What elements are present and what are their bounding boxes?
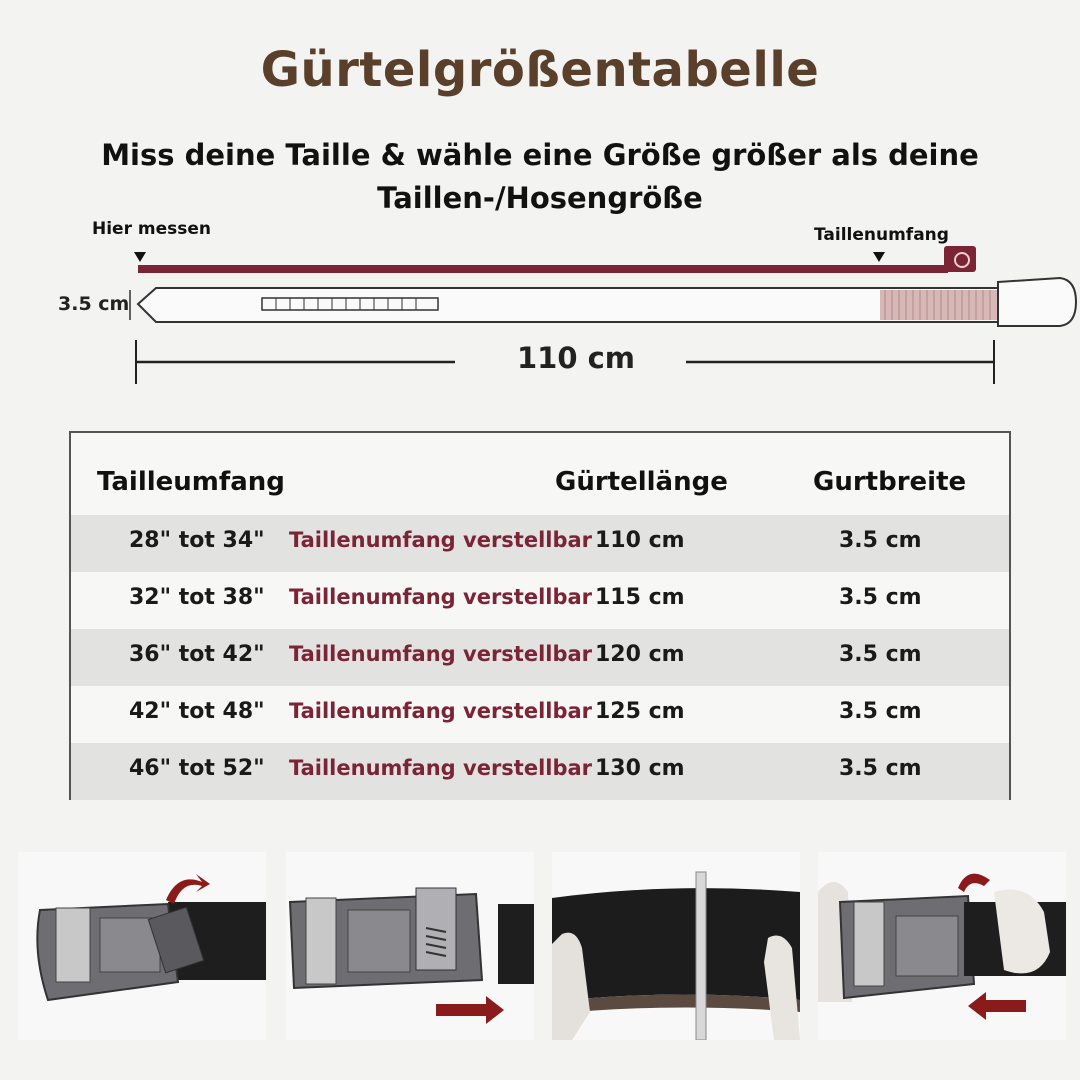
page-subtitle: Miss deine Taille & wähle eine Größe größer als deine Taillen-/Hosengröße <box>101 138 979 215</box>
width-cell: 3.5 cm <box>839 642 922 667</box>
width-cell: 3.5 cm <box>839 699 922 724</box>
waist-cell: 42" tot 48" <box>129 699 265 724</box>
width-cell: 3.5 cm <box>839 585 922 610</box>
measure-start-marker <box>134 252 146 262</box>
waist-cell: 46" tot 52" <box>129 756 265 781</box>
size-table <box>69 431 1011 800</box>
waist-cell: 32" tot 38" <box>129 585 265 610</box>
table-row <box>71 629 1009 686</box>
belt-texture <box>880 290 998 320</box>
curved-arrow-icon <box>958 874 990 892</box>
waist-label: Taillenumfang <box>814 225 949 245</box>
note-cell: Taillenumfang verstellbar <box>289 756 593 780</box>
photo-open-buckle <box>18 852 266 1040</box>
belt-diagram <box>0 212 1080 402</box>
instruction-photos <box>0 852 1080 1042</box>
note-cell: Taillenumfang verstellbar <box>289 585 593 609</box>
table-row <box>71 686 1009 743</box>
note-cell: Taillenumfang verstellbar <box>289 642 593 666</box>
table-row <box>71 572 1009 629</box>
length-cell: 115 cm <box>595 585 685 610</box>
table-row <box>71 743 1009 800</box>
page-title: Gürtelgrößentabelle <box>260 42 820 98</box>
arrow-left-icon <box>968 992 1026 1020</box>
belt-strap <box>138 288 1000 322</box>
waist-band <box>138 265 948 273</box>
header-belt-length: Gürtellänge <box>555 467 728 497</box>
note-cell: Taillenumfang verstellbar <box>289 699 593 723</box>
buckle-outline <box>998 278 1076 326</box>
length-cell: 130 cm <box>595 756 685 781</box>
band-end <box>944 246 976 272</box>
waist-cell: 28" tot 34" <box>129 528 265 553</box>
waist-marker <box>873 252 885 262</box>
photo-cut-belt <box>552 852 800 1040</box>
length-cell: 110 cm <box>595 528 685 553</box>
measure-here-label: Hier messen <box>92 219 211 239</box>
photo-insert-belt <box>286 852 534 1040</box>
waist-cell: 36" tot 42" <box>129 642 265 667</box>
arrow-right-icon <box>436 996 504 1024</box>
width-cell: 3.5 cm <box>839 756 922 781</box>
length-label: 110 cm <box>516 341 636 375</box>
header-strap-width: Gurtbreite <box>813 467 967 497</box>
table-row <box>71 515 1009 572</box>
saw-icon <box>696 872 706 1040</box>
width-cell: 3.5 cm <box>839 528 922 553</box>
length-cell: 125 cm <box>595 699 685 724</box>
width-label: 3.5 cm <box>58 293 130 315</box>
photo-close-buckle <box>818 852 1066 1040</box>
length-cell: 120 cm <box>595 642 685 667</box>
arrow-up-icon <box>166 874 210 904</box>
note-cell: Taillenumfang verstellbar <box>289 528 593 552</box>
header-waist: Tailleumfang <box>97 467 285 497</box>
